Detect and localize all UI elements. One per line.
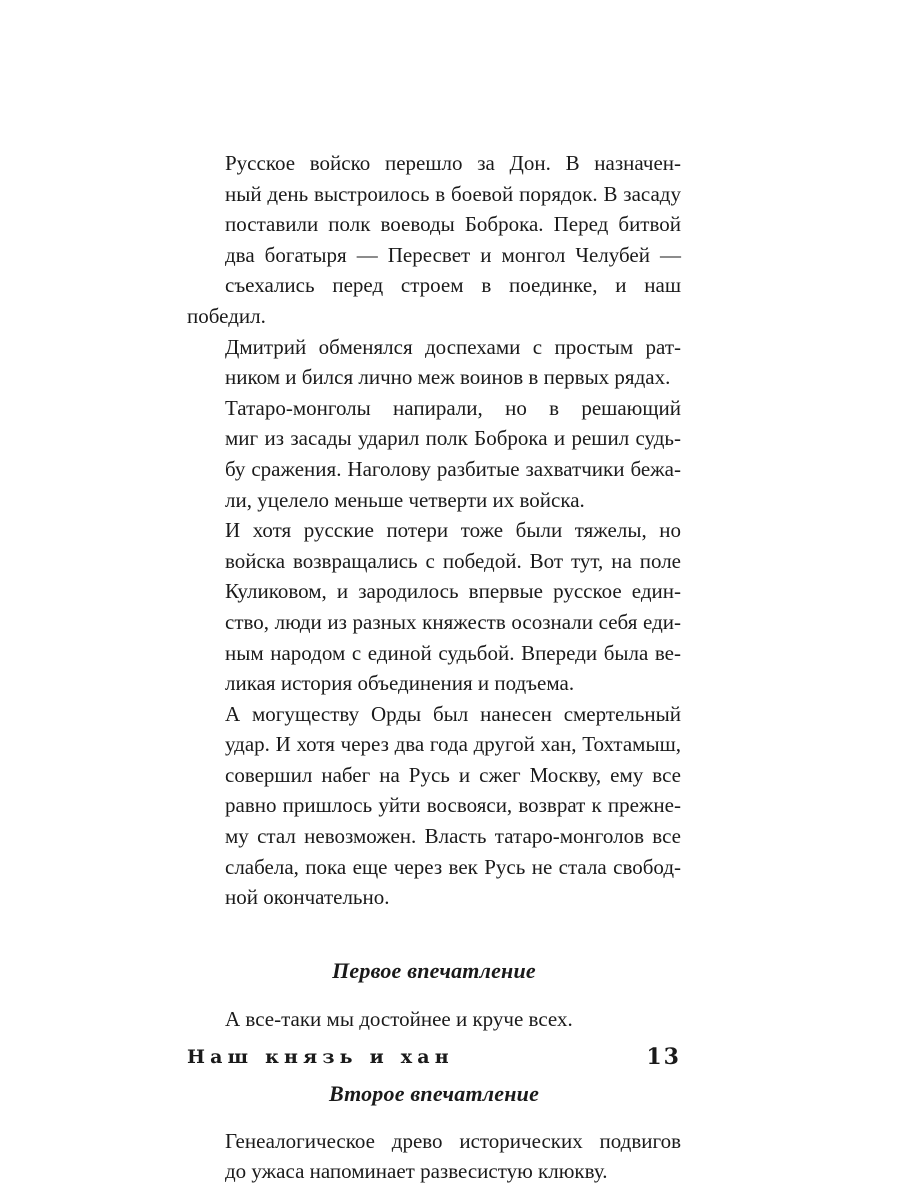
text-line: А все-таки мы достойнее и круче всех. xyxy=(225,1007,573,1032)
running-title: Наш князь и хан xyxy=(187,1046,454,1068)
text-line: поставили полк воеводы Боброка. Перед битвой xyxy=(225,212,681,237)
text-line: миг из засады ударил полк Боброка и решил судь- xyxy=(225,426,681,451)
paragraph xyxy=(187,332,681,393)
paragraph xyxy=(187,699,681,913)
text-line: ство, люди из разных княжеств осознали себя еди- xyxy=(225,609,681,634)
text-line: ликая история объединения и подъема. xyxy=(225,671,575,696)
text-line: съехались перед строем в поединке, и наш победил. xyxy=(187,273,681,328)
text-line: слабела, пока еще через век Русь не стала свобод- xyxy=(225,854,681,879)
text-line: совершил набег на Русь и сжег Москву, ему все xyxy=(225,762,681,787)
paragraph xyxy=(187,148,681,332)
text-line: Дмитрий обменялся доспехами с простым рат- xyxy=(225,334,681,359)
text-line: бу сражения. Наголову разбитые захватчики бежа- xyxy=(225,456,681,481)
text-line: удар. И хотя через два года другой хан, Тохтамыш, xyxy=(225,732,681,757)
first-impression-heading: Первое впечатление xyxy=(332,957,536,983)
page-number: 13 xyxy=(646,1044,681,1070)
paragraph xyxy=(187,515,681,699)
page-content xyxy=(187,148,681,1187)
text-line: И хотя русские потери тоже были тяжелы, но xyxy=(225,518,681,543)
text-line: Куликовом, и зародилось впервые русское един- xyxy=(225,579,681,604)
text-line: му стал невозможен. Власть татаро-монголов все xyxy=(225,824,681,849)
text-line: Татаро-монголы напирали, но в решающий xyxy=(225,395,681,420)
text-line: ный день выстроилось в боевой порядок. В засаду xyxy=(225,181,681,206)
text-line: А могуществу Орды был нанесен смертельный xyxy=(225,701,681,726)
second-impression-text xyxy=(187,1126,681,1187)
text-line: ным народом с единой судьбой. Впереди была ве- xyxy=(225,640,681,665)
page-footer xyxy=(187,1042,681,1076)
second-impression-heading: Второе впечатление xyxy=(328,1081,540,1107)
text-line: войска возвращались с победой. Вот тут, на поле xyxy=(225,548,681,573)
text-line: ной окончательно. xyxy=(225,885,390,910)
text-line: Русское войско перешло за Дон. В назначен- xyxy=(225,151,681,175)
first-impression-text xyxy=(187,1004,681,1035)
text-line: равно пришлось уйти восвояси, возврат к прежне- xyxy=(225,793,681,818)
text-line: два богатыря — Пересвет и монгол Челубей — xyxy=(225,242,681,267)
text-line: Генеалогическое древо исторических подвигов xyxy=(225,1128,681,1153)
paragraph xyxy=(187,393,681,515)
text-line: ли, уцелело меньше четверти их войска. xyxy=(225,487,585,512)
text-line: до ужаса напоминает развесистую клюкву. xyxy=(225,1159,608,1184)
text-line: ником и бился лично меж воинов в первых рядах. xyxy=(225,365,671,390)
